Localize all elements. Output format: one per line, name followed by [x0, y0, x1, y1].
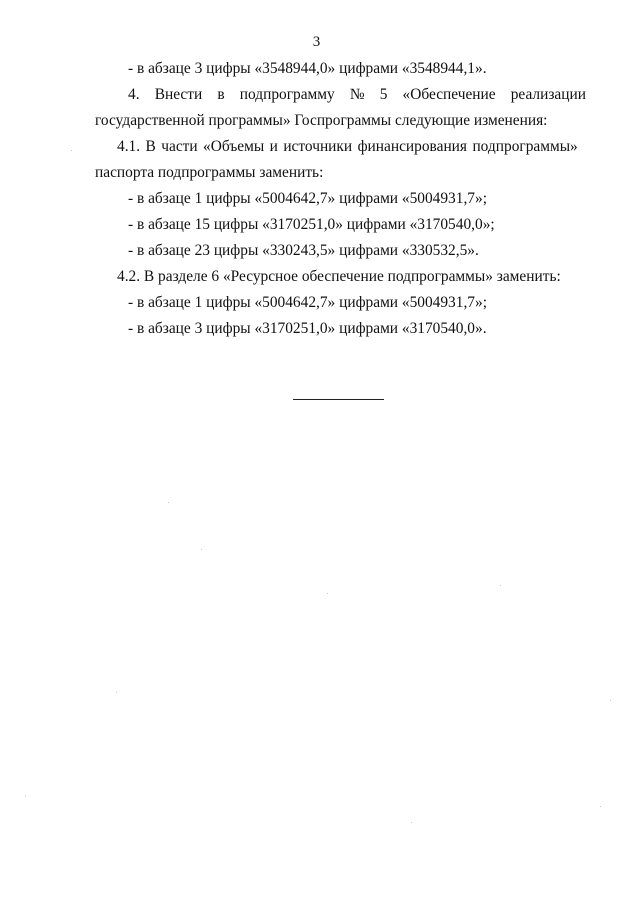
- paragraph-item-4-1-line-2: паспорта подпрограммы заменить:: [95, 164, 324, 181]
- word: №: [349, 86, 365, 103]
- paragraph-line-1: - в абзаце 3 цифры «3548944,0» цифрами «3548944,1».: [128, 60, 487, 77]
- paragraph-item-4-1-line-1: 4.1. В части «Объемы и источники финансирования подпрограммы»: [117, 138, 578, 155]
- end-separator-line: [293, 399, 384, 400]
- paragraph-item-4-line-1: [95, 82, 586, 108]
- scan-speck: [411, 822, 412, 823]
- scan-speck: [116, 692, 117, 693]
- word: в: [217, 86, 225, 103]
- page-number: 3: [312, 34, 321, 50]
- list-item: - в абзаце 3 цифры «3170251,0» цифрами «3170540,0».: [128, 320, 487, 337]
- paragraph-item-4-line-2: государственной программы» Госпрограммы следующие изменения:: [95, 112, 548, 129]
- word: подпрограмму: [239, 86, 335, 103]
- word: Внести: [154, 86, 203, 103]
- word: 5: [379, 86, 388, 103]
- list-item: - в абзаце 23 цифры «330243,5» цифрами «330532,5».: [128, 242, 479, 259]
- scan-speck: [201, 549, 202, 550]
- scan-speck: [610, 700, 611, 701]
- scan-speck: [71, 150, 72, 151]
- list-item: - в абзаце 15 цифры «3170251,0» цифрами «3170540,0»;: [128, 216, 495, 233]
- paragraph-item-4-2: 4.2. В разделе 6 «Ресурсное обеспечение подпрограммы» заменить:: [117, 268, 561, 285]
- word: «Обеспечение: [402, 86, 496, 103]
- scan-speck: [500, 585, 501, 586]
- list-item: - в абзаце 1 цифры «5004642,7» цифрами «5004931,7»;: [128, 294, 487, 311]
- scan-speck: [168, 502, 169, 503]
- list-item: - в абзаце 1 цифры «5004642,7» цифрами «5004931,7»;: [128, 190, 487, 207]
- word: реализации: [510, 86, 586, 103]
- scan-speck: [25, 795, 26, 796]
- scan-speck: [600, 806, 601, 807]
- scan-speck: [327, 593, 328, 594]
- document-body: [95, 56, 586, 342]
- word: 4.: [128, 86, 140, 103]
